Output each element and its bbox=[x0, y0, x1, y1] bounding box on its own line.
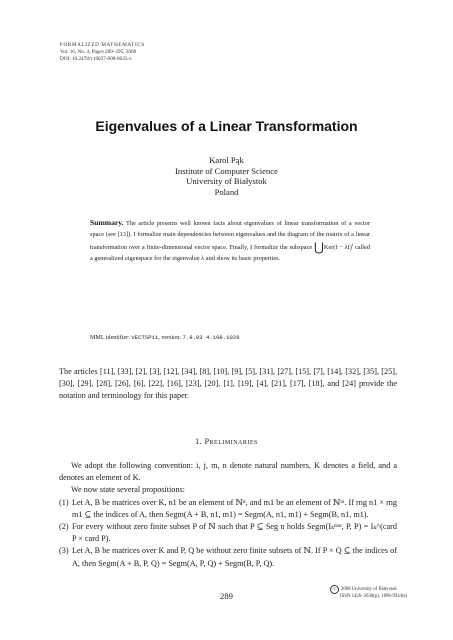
journal-doi: DOI: 10.2478/v10037-008-0035-x bbox=[60, 56, 132, 63]
proposition-number: (2) bbox=[59, 522, 69, 532]
journal-volume: Vol. 16, No. 4, Pages 289–295, 2008 bbox=[60, 49, 137, 56]
summary-text: finite-dimensional vector space. Finally, I formalize the subspace bbox=[146, 244, 313, 252]
mml-label: MML identifier: bbox=[90, 335, 130, 341]
copyright-icon: c bbox=[330, 585, 339, 594]
proposition-text: Let A, B be matrices over K, n1 be an element of ℕⁿ, and m1 be an element of ℕᵐ. If rng n1 × rng m1 ⊆ the indices of A, then Segm(A + B, n1, m1) = Segm(A, n1, m1) + Segm(B, n1, m1). bbox=[72, 497, 397, 519]
journal-name: FORMALIZED MATHEMATICS bbox=[60, 42, 145, 48]
author-name: Karol Pąk bbox=[209, 155, 244, 165]
proposition-number: (1) bbox=[59, 497, 69, 507]
copyright-line: 2008 University of Białystok bbox=[341, 587, 397, 592]
issn-line: ISSN 1426–2630(p), 1898-9934(e) bbox=[340, 594, 408, 599]
affiliation-line: Poland bbox=[214, 186, 239, 197]
section-heading: 1. Preliminaries bbox=[195, 437, 258, 446]
journal-header bbox=[60, 42, 145, 64]
mml-id: VECTSP11 bbox=[131, 334, 159, 341]
proposition-text: Let A, B be matrices over K and P, Q be without zero finite subsets of ℕ. If P × Q ⊆ the indices of A, then Segm(A + B, P, Q) = Segm(A, P, Q) + Segm(B, P, Q). bbox=[72, 546, 397, 568]
summary-text: called a generalized eigenspace for the eigenvalue λ and show its basic properties. bbox=[90, 244, 371, 262]
section-body bbox=[59, 460, 397, 570]
big-union-symbol: ⋃ bbox=[314, 240, 324, 255]
propositions-intro: We now state several propositions: bbox=[71, 485, 185, 495]
proposition-item bbox=[59, 521, 397, 545]
copyright-notice bbox=[330, 585, 407, 600]
intro-paragraph: The articles [11], [33], [2], [3], [12], [34], [8], [10], [9], [5], [31], [27], [15], [7], [14], [32], [35], [25], [30], [29], [28], [26], [6], [22], [16], [23], [20], [1], [19], [4], [21], [17], [18], and [24] provide the notation and terminology for this paper. bbox=[59, 367, 397, 401]
affiliation-line: University of Białystok bbox=[186, 176, 267, 187]
page-number: 289 bbox=[220, 591, 233, 601]
summary-text: The article presents well known facts about eigenvalues of linear transformation of a vector space (see [13]). I formalize main dependencies between eigenvalues and the diagram of the matrix of a linear transformation over a bbox=[90, 220, 371, 252]
proposition-item bbox=[59, 497, 397, 521]
paper-title: Eigenvalues of a Linear Transformation bbox=[95, 118, 358, 134]
mml-identifier bbox=[90, 334, 240, 341]
convention-paragraph: We adopt the following convention: i, j, m, n denote natural numbers, K denotes a field, and a denotes an element of K. bbox=[59, 461, 397, 483]
affiliation-line: Institute of Computer Science bbox=[175, 165, 278, 176]
abstract: Summary. The article presents well known facts about eigenvalues of linear transformation of a vector space (see [13]). I formalize main dependencies between eigenvalues and the diagram of the matrix of a linear transformation over a finite-dimensional vector space. Finally, I formalize the subspace ⋃Ker(f − λI)$^i$ called a generalized eigenspace for the eigenvalue λ and show its basic properties. bbox=[90, 218, 371, 262]
proposition-number: (3) bbox=[59, 546, 69, 556]
mml-version-label: , version: bbox=[158, 335, 181, 341]
proposition-text: For every without zero finite subset P of ℕ such that P ⊆ Seg n holds Segm(Iₖⁿˣⁿ, P, P) = Iₖ^(card P × card P). bbox=[72, 522, 397, 544]
mml-version: 7.9.03 4.108.1028 bbox=[182, 334, 240, 341]
proposition-item bbox=[59, 545, 397, 569]
author-block bbox=[0, 155, 453, 197]
summary-formula: Ker(f − λI) bbox=[323, 244, 352, 252]
summary-label: Summary. bbox=[90, 218, 124, 227]
